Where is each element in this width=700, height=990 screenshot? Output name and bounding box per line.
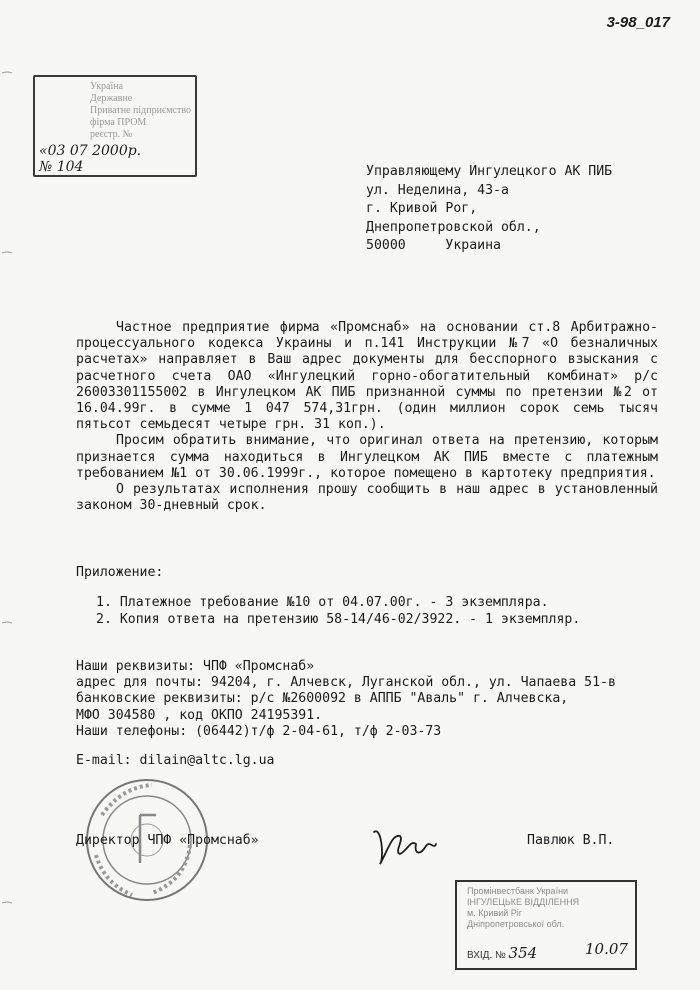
requisites-line: адрес для почты: 94204, г. Алчевск, Луганской обл., ул. Чапаева 51-в (76, 675, 616, 691)
address-line: ул. Неделина, 43-а (366, 182, 509, 198)
document-id: 3-98_017 (606, 14, 670, 31)
address-line: Управляющему Ингулецкого АК ПИБ (366, 164, 613, 179)
incoming-stamp-date: «03 07 2000р. (39, 143, 142, 159)
address-line: г. Кривой Рог, (366, 201, 478, 216)
signature-position: Директор ЧПФ «Промснаб» (76, 833, 259, 848)
body-paragraph: Просим обратить внимание, что оригинал ответа на претензию, которым признается сумма находиться в Ингулецком АК ПИБ вместе с платежным требованием №1 от 30.06.1999г., которое помещено в картотеку предприятия. (76, 433, 658, 481)
punch-mark (2, 890, 12, 894)
letter-body (76, 320, 658, 514)
received-stamp-date: 10.07 (585, 940, 628, 958)
requisites-line: МФО 304580 , код ОКПО 24195391. (76, 707, 323, 723)
attachment-item: 1. Платежное требование №10 от 04.07.00г. - 3 экземпляра. (96, 595, 549, 610)
requisites-line: Наши реквизиты: ЧПФ «Промснаб» (76, 659, 315, 674)
received-stamp-number: ВХІД. № 354 (467, 944, 538, 962)
attachments-title: Приложение: (76, 565, 164, 580)
address-line: Днепропетровской обл., (366, 219, 541, 235)
punch-mark (2, 610, 12, 614)
body-paragraph: О результатах исполнения прошу сообщить в наш адрес в установленный законом 30-дневный срок. (76, 482, 658, 514)
incoming-stamp (33, 75, 197, 177)
received-stamp (455, 880, 637, 970)
attachments-list (96, 594, 580, 628)
received-stamp-text: Промінвестбанк України ІНГУЛЕЦЬКЕ ВІДДІЛЕННЯ м. Кривий Ріг Дніпропетровської обл. (467, 886, 580, 929)
addressee-block (366, 163, 612, 256)
requisites-line: банковские реквизиты: р/с №2600092 в АППБ "Аваль" г. Алчевска, (76, 691, 569, 707)
body-paragraph: Частное предприятие фирма «Промснаб» на основании ст.8 Арбитражно-процессуального кодекса Украины и п.141 Инструкции №7 «О безналичных расчетах» направляет в Ваш адрес документы для бесспорного взыскания с расчетного счета ОАО «Ингулецкий горно-обогатительный комбинат» р/с 26003301155002 в Ингулецком АК ПИБ признанной суммы по претензии №2 от 16.04.99г. в сумме 1 047 574,31грн. (один миллион сорок семь тысяч пятьсот семьдесят четыре грн. 31 коп.). (76, 320, 658, 433)
address-line: 50000 Украина (366, 238, 501, 253)
punch-mark (2, 240, 12, 244)
signatory-name: Павлюк В.П. (527, 833, 615, 848)
incoming-stamp-number: № 104 (39, 159, 84, 175)
handwritten-signature (370, 820, 440, 870)
email-line: E-mail: dilain@altc.lg.ua (76, 753, 275, 768)
requisites-block (76, 659, 616, 740)
incoming-stamp-text: Україна Державне Приватне підприємство фірма ПРОМ реєстр. № (90, 81, 192, 140)
requisites-line: Наши телефоны: (06442)т/ф 2-04-61, т/ф 2-03-73 (76, 723, 442, 739)
attachment-item: 2. Копия ответа на претензию 58-14/46-02/3922. - 1 экземпляр. (96, 612, 581, 627)
punch-mark (2, 60, 12, 64)
